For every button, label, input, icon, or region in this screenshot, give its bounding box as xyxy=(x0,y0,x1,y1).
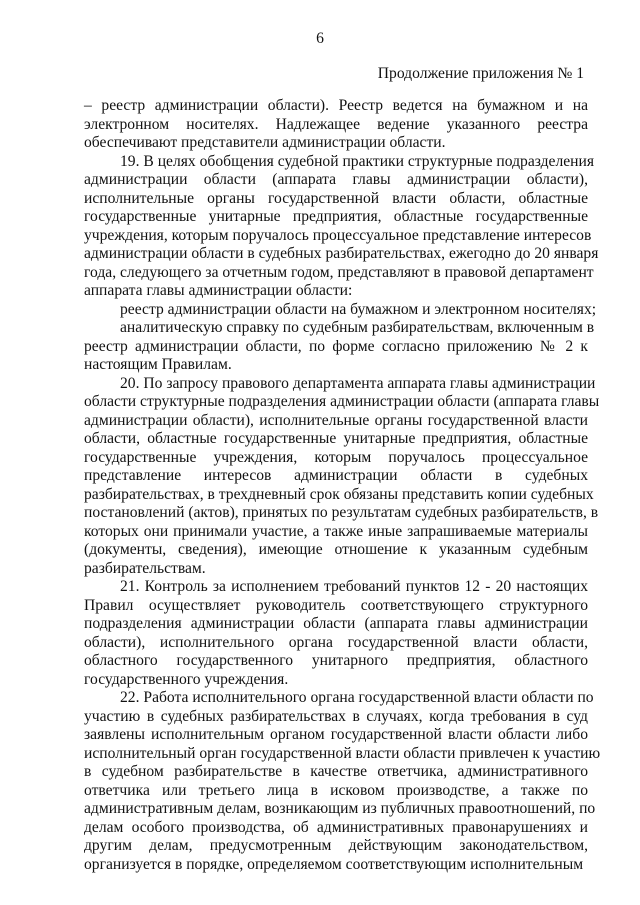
appendix-continuation-label: Продолжение приложения № 1 xyxy=(377,65,584,82)
text-line: администрации области (аппарата главы администрации области), xyxy=(84,171,588,188)
document-body xyxy=(84,97,601,874)
text-line: реестр администрации области на бумажном и электронном носителях; xyxy=(120,300,597,318)
text-line: 19. В целях обобщения судебной практики структурные подразделения xyxy=(120,152,595,170)
text-line: аппарата главы администрации области: xyxy=(84,282,353,299)
text-line: исполнительные органы государственной власти области, областные xyxy=(84,189,588,207)
paragraph-p-21 xyxy=(84,578,588,689)
text-line: года, следующего за отчетным годом, представляют в правовой департамент xyxy=(84,263,594,281)
text-line: участию в судебных разбирательствах в случаях, когда требования в суд xyxy=(84,707,588,725)
text-line: ответчика или третьего лица в исковом производстве, а также по xyxy=(84,781,588,799)
text-line: которых они принимали участие, а также иные запрашиваемые материалы xyxy=(84,522,588,540)
text-line: государственные унитарные предприятия, областные государственные xyxy=(84,208,588,225)
text-line: государственного учреждения. xyxy=(84,670,289,688)
text-line: организуется в порядке, определяемом соответствующим исполнительным xyxy=(84,855,584,873)
text-line: разбирательствах, в трехдневный срок обязаны представить копии судебных xyxy=(84,485,594,503)
text-line: 20. По запросу правового департамента аппарата главы администрации xyxy=(120,374,596,392)
text-line: настоящим Правилам. xyxy=(84,356,232,373)
text-line: Правил осуществляет руководитель соответствующего структурного xyxy=(84,596,588,614)
paragraph-p-20 xyxy=(84,374,600,579)
page-number: 6 xyxy=(316,30,324,47)
text-line: – реестр администрации области). Реестр ведется на бумажном и на xyxy=(84,97,588,114)
text-line: области, областные государственные унитарные предприятия, областные xyxy=(84,430,588,447)
text-line: исполнительный орган государственной власти области привлечен к участию xyxy=(84,744,601,762)
text-line: обеспечивают представители администрации области. xyxy=(84,134,446,151)
paragraph-p-19 xyxy=(84,152,599,301)
text-line: реестр администрации области, по форме согласно приложению № 2 к xyxy=(84,337,588,355)
text-line: 22. Работа исполнительного органа государственной власти области по xyxy=(120,689,594,706)
text-line: области), исполнительного органа государственной власти области, xyxy=(84,633,588,651)
text-line: подразделения администрации области (аппарата главы администрации xyxy=(84,615,588,632)
text-line: постановлений (актов), принятых по результатам судебных разбирательств, в xyxy=(84,504,599,521)
text-line: административным делам, возникающим из публичных правоотношений, по xyxy=(84,800,596,817)
text-line: в судебном разбирательстве в качестве ответчика, административного xyxy=(84,763,588,780)
text-line: делам особого производства, об административных правонарушениях и xyxy=(84,818,588,836)
text-line: другим делам, предусмотренным действующим законодательством, xyxy=(84,837,588,854)
text-line: аналитическую справку по судебным разбирательствам, включенным в xyxy=(120,319,595,336)
text-line: заявлены исполнительным органом государственной власти области либо xyxy=(84,726,588,743)
text-line: областного государственного унитарного предприятия, областного xyxy=(84,652,588,669)
paragraph-p-19-a xyxy=(84,300,597,320)
paragraph-p-intro xyxy=(84,97,588,153)
paragraph-p-22 xyxy=(84,689,601,874)
text-line: учреждения, которым поручалось процессуальное представление интересов xyxy=(84,226,592,244)
text-line: администрации области), исполнительные органы государственной власти xyxy=(84,411,588,429)
text-line: области структурные подразделения администрации области (аппарата главы xyxy=(84,393,600,410)
text-line: разбирательствам. xyxy=(84,559,206,577)
text-line: 21. Контроль за исполнением требований пунктов 12 - 20 настоящих xyxy=(120,578,588,595)
text-line: администрации области в судебных разбирательствах, ежегодно до 20 января xyxy=(84,245,599,262)
text-line: представление интересов администрации области в судебных xyxy=(84,467,588,484)
paragraph-p-19-b xyxy=(84,319,595,375)
text-line: электронном носителях. Надлежащее ведение указанного реестра xyxy=(84,115,588,133)
text-line: государственные учреждения, которым поручалось процессуальное xyxy=(84,448,588,466)
text-line: (документы, сведения), имеющие отношение к указанным судебным xyxy=(84,541,588,558)
